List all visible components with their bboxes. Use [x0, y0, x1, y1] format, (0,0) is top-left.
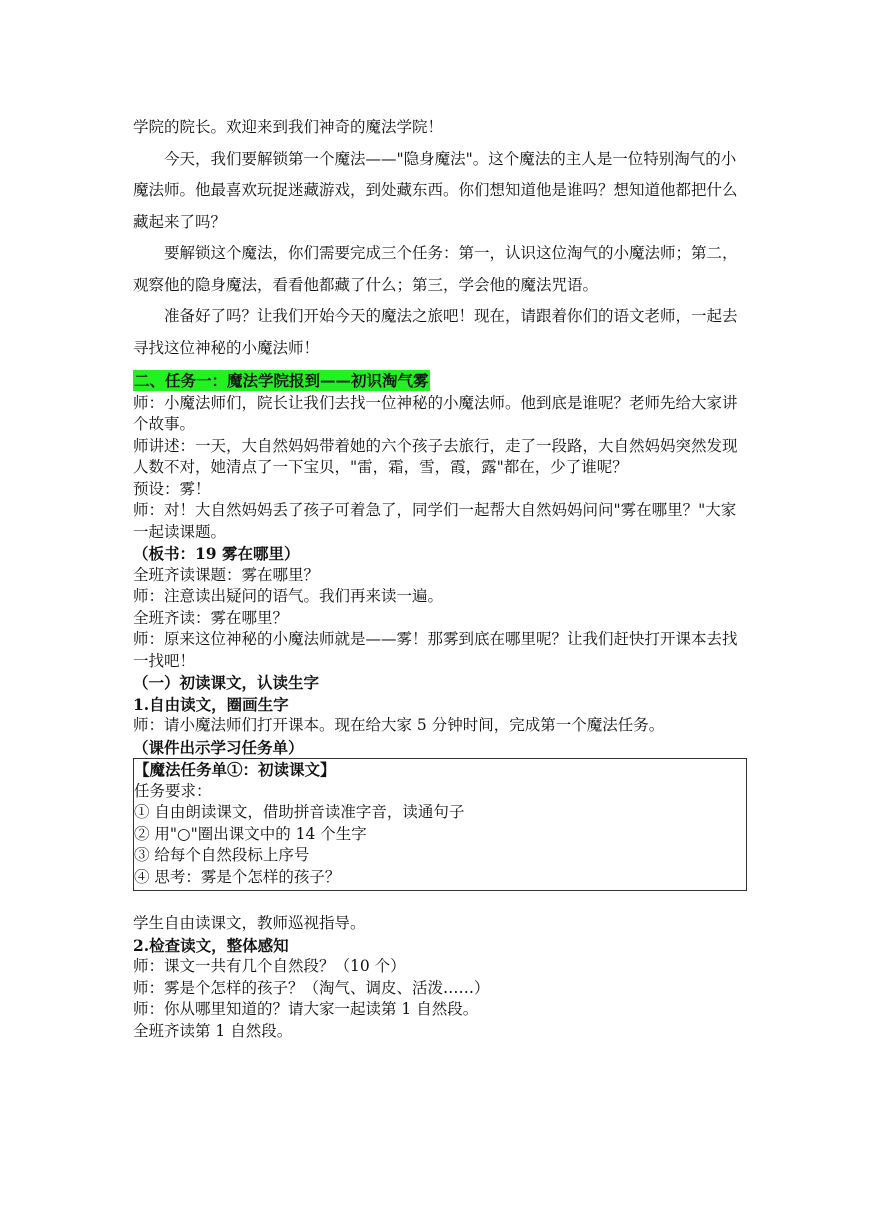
dialog-line: 师：小魔法师们，院长让我们去找一位神秘的小魔法师。他到底是谁呢？老师先给大家讲个故事。	[133, 393, 738, 433]
step-heading: 1.自由读文，圈画生字	[133, 694, 289, 714]
subsection-heading: （一）初读课文，认读生字	[133, 673, 320, 692]
section-heading-row	[133, 370, 747, 393]
document-page	[133, 112, 747, 1042]
task-card-item: ③ 给每个自然段标上序号	[134, 846, 310, 864]
dialog-line: 全班齐读：雾在哪里？	[133, 608, 289, 627]
board-note: （板书：19 雾在哪里）	[133, 544, 300, 563]
courseware-note: （课件出示学习任务单）	[133, 737, 304, 757]
task-card-title: 【魔法任务单①：初读课文】	[134, 760, 336, 779]
task-card	[133, 758, 747, 891]
dialog-line: 师：原来这位神秘的小魔法师就是——雾！那雾到底在哪里呢？让我们赶快打开课本去找一找吧！	[133, 630, 738, 670]
dialog-line: 师：课文一共有几个自然段？（10 个）	[133, 957, 406, 975]
task-card-requirements: 任务要求：	[134, 781, 212, 800]
dialog-line: 师：请小魔法师们打开课本。现在给大家 5 分钟时间，完成第一个魔法任务。	[133, 716, 665, 734]
step-heading: 2.检查读文，整体感知	[133, 935, 289, 955]
dialog-line: 师讲述：一天，大自然妈妈带着她的六个孩子去旅行，走了一段路，大自然妈妈突然发现人数不对，她清点了一下宝贝，"雷，霜，雪，霞，露"都在，少了谁呢？	[133, 436, 738, 476]
intro-paragraph-1: 今天，我们要解锁第一个魔法——"隐身魔法"。这个魔法的主人是一位特别淘气的小魔法师。他最喜欢玩捉迷藏游戏，到处藏东西。你们想知道他是谁吗？想知道他都把什么藏起来了吗？	[133, 149, 738, 231]
dialog-line: 预设：雾！	[133, 479, 211, 498]
dialog-line: 师：注意读出疑问的语气。我们再来读一遍。	[133, 587, 444, 605]
task-card-item: ① 自由朗读课文，借助拼音读准字音，读通句子	[134, 803, 465, 821]
dialog-line: 全班齐读课题：雾在哪里？	[133, 565, 320, 584]
dialog-line: 全班齐读第 1 自然段。	[133, 1021, 293, 1040]
intro-paragraph-2: 要解锁这个魔法，你们需要完成三个任务：第一，认识这位淘气的小魔法师；第二，观察他的隐身魔法，看看他都藏了什么；第三，学会他的魔法咒语。	[133, 244, 738, 294]
intro-line: 学院的院长。欢迎来到我们神奇的魔法学院！	[133, 118, 444, 136]
section-heading: 二、任务一：魔法学院报到——初识淘气雾	[134, 371, 429, 390]
dialog-line: 学生自由读课文，教师巡视指导。	[133, 914, 366, 932]
dialog-line: 师：你从哪里知道的？请大家一起读第 1 自然段。	[133, 1000, 479, 1018]
dialog-line: 师：对！大自然妈妈丢了孩子可着急了，同学们一起帮大自然妈妈问问"雾在哪里？"大家一起读课题。	[133, 501, 737, 541]
dialog-line: 师：雾是个怎样的孩子？（淘气、调皮、活泼……）	[133, 978, 490, 997]
intro-paragraph-3: 准备好了吗？让我们开始今天的魔法之旅吧！现在，请跟着你们的语文老师，一起去寻找这位神秘的小魔法师！	[133, 307, 738, 357]
task-card-item: ④ 思考：雾是个怎样的孩子？	[134, 867, 341, 886]
task-card-item: ② 用"○"圈出课文中的 14 个生字	[134, 824, 367, 843]
